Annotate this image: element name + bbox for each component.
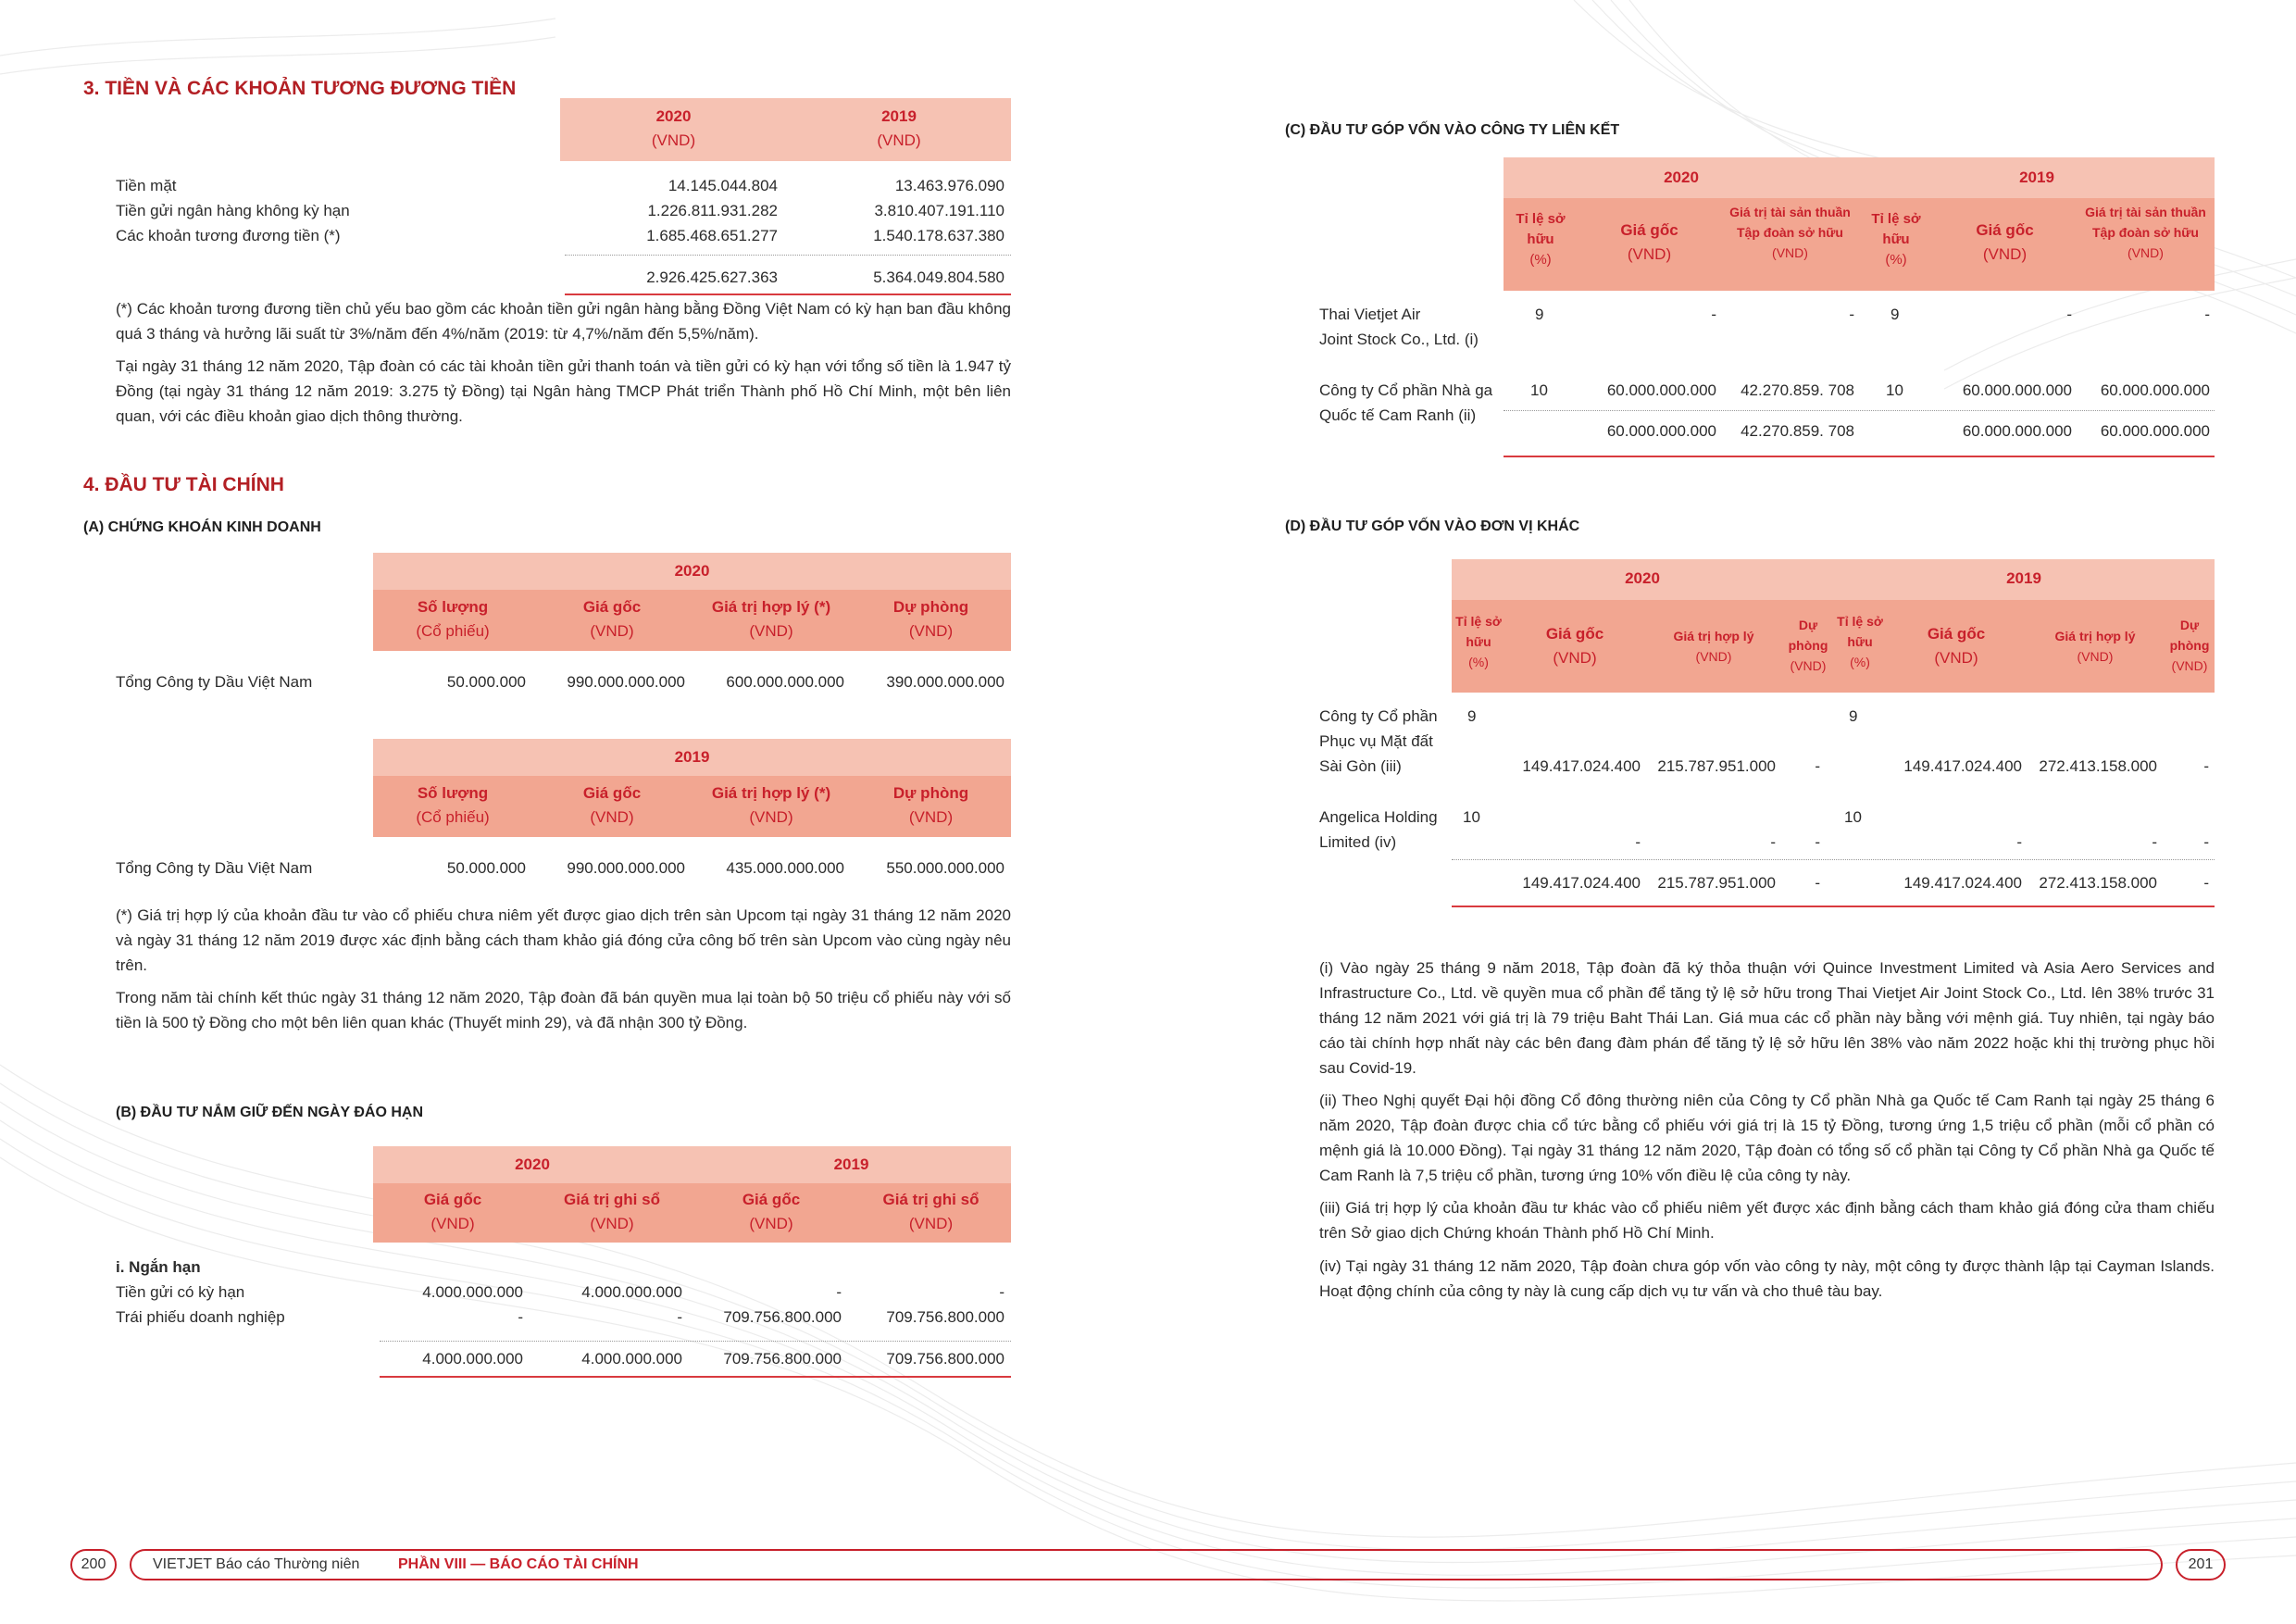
section-4a-title: (A) CHỨNG KHOÁN KINH DOANH <box>83 519 321 535</box>
s3-col-2019 <box>787 105 1011 153</box>
c-value: 60.000.000.000 <box>1606 381 1716 399</box>
c-value: - <box>2066 306 2072 323</box>
d-row-label: Công ty Cổ phần <box>1319 707 1438 725</box>
a2019-value: 50.000.000 <box>446 859 526 877</box>
s3-total-2020: 2.926.425.627.363 <box>646 269 778 286</box>
col-title: Số lượng <box>417 784 489 802</box>
col-unit: (VND) <box>430 1215 475 1232</box>
b-col-book-2019 <box>851 1188 1011 1236</box>
d-total-separator <box>1452 859 2215 860</box>
a2020-col-fair-value <box>692 595 851 643</box>
col-title: Giá gốc <box>582 598 642 616</box>
d-value: 10 <box>1463 808 1480 826</box>
b-total: 4.000.000.000 <box>581 1350 682 1368</box>
d-value: 9 <box>1467 707 1477 725</box>
b-value: - <box>677 1308 682 1326</box>
d-total: - <box>1815 874 1820 892</box>
col-title: Dự phòng <box>892 784 969 802</box>
b-year-2019: 2019 <box>833 1156 869 1173</box>
b-total-rule <box>380 1376 1011 1378</box>
a2019-year: 2019 <box>674 748 710 766</box>
b-total-separator <box>380 1341 1011 1342</box>
d-row-label: Sài Gòn (iii) <box>1319 757 1402 775</box>
col-title: Tỉ lệ sở hữu <box>1871 211 1921 247</box>
d-year-2019: 2019 <box>2006 569 2041 587</box>
col-title: Giá trị hợp lý <box>2054 629 2136 643</box>
col-unit: (%) <box>1468 655 1489 669</box>
col-unit: (VND) <box>2077 649 2114 664</box>
col-title: Giá gốc <box>1976 221 2034 239</box>
col-title: Dự phòng <box>1788 618 1828 653</box>
d-value: - <box>1815 757 1820 775</box>
b-col-cost-2020 <box>373 1188 532 1236</box>
footer-brand: VIETJET Báo cáo Thường niên <box>153 1556 360 1572</box>
d-col-pct-2020 <box>1452 611 1505 672</box>
a2019-col-quantity <box>373 781 532 830</box>
section-4b-title: (B) ĐẦU TƯ NẮM GIỮ ĐẾN NGÀY ĐÁO HẠN <box>116 1105 424 1120</box>
col-title: Giá gốc <box>742 1191 801 1208</box>
d-col-fair-2020 <box>1644 626 1783 667</box>
c-value: - <box>1849 306 1854 323</box>
b-col-book-2020 <box>532 1188 692 1236</box>
note-ii: (ii) Theo Nghị quyết Đại hội đồng Cổ đông thường niên của Công ty Cổ phần Nhà ga Quốc tế Cam Ranh tại ngày 25 tháng 6 năm 2020, Tập đoàn được chia cổ tức bằng cổ phiếu với giá trị là 15 tỷ Đồng, tương ứng 1,5 triệu cổ phần (mỗi cổ phần có mệnh giá là 10.000 Đồng). Tại ngày 31 tháng 12 năm 2020, Tập đoàn có tổng số cổ phần tại Công ty Cổ phần Nhà ga Quốc tế Cam Ranh là 7,5 triệu cổ phần, tương ứng 10% vốn điều lệ của công ty này. <box>1319 1092 2215 1184</box>
col-unit: (VND) <box>908 1215 954 1232</box>
col-unit: (%) <box>1850 655 1870 669</box>
d-row-label: Angelica Holding <box>1319 808 1438 826</box>
col-title: Giá trị tài sản thuần Tập đoàn sở hữu <box>2085 205 2206 240</box>
b-value: 4.000.000.000 <box>581 1283 682 1301</box>
c-col-nav-2020 <box>1721 202 1859 263</box>
a2020-col-cost <box>532 595 692 643</box>
d-value: - <box>2203 757 2209 775</box>
c-total-separator <box>1504 410 2215 411</box>
a2019-value: 550.000.000.000 <box>886 859 1004 877</box>
note-iv: (iv) Tại ngày 31 tháng 12 năm 2020, Tập đoàn chưa góp vốn vào công ty này, một công ty được thành lập tại Cayman Islands. Hoạt động chính của công ty này là cung cấp dịch vụ tư vấn và cho thuê tàu bay. <box>1319 1257 2215 1300</box>
d-total: 272.413.158.000 <box>2039 874 2157 892</box>
s3-col-2019-unit: (VND) <box>877 131 921 149</box>
s3-total-rule <box>565 294 1011 295</box>
c-total-rule <box>1504 456 2215 457</box>
b-total: 4.000.000.000 <box>422 1350 523 1368</box>
col-unit: (VND) <box>1790 658 1827 673</box>
s3-row-label: Tiền mặt <box>116 177 177 194</box>
col-title: Giá gốc <box>1927 625 1986 643</box>
d-total: 149.417.024.400 <box>1903 874 2022 892</box>
footer-section: PHẦN VIII — BÁO CÁO TÀI CHÍNH <box>398 1556 639 1572</box>
c-value: 9 <box>1535 306 1544 323</box>
d-value: - <box>2203 833 2209 851</box>
c-col-pct-2020 <box>1504 209 1578 270</box>
d-col-cost-2020 <box>1505 622 1644 670</box>
a2020-col-quantity <box>373 595 532 643</box>
s3-col-2020-year: 2020 <box>655 107 692 125</box>
col-title: Giá gốc <box>582 784 642 802</box>
c-row-label: Thai Vietjet Air <box>1319 306 1421 323</box>
s3-row-value: 1.226.811.931.282 <box>647 202 778 219</box>
col-unit: (VND) <box>1772 245 1808 260</box>
c-value: 10 <box>1886 381 1903 399</box>
s3-row-value: 14.145.044.804 <box>668 177 778 194</box>
b-value: 709.756.800.000 <box>723 1308 842 1326</box>
c-value: - <box>1711 306 1716 323</box>
s3-col-2019-year: 2019 <box>881 107 917 125</box>
s3-row-label: Tiền gửi ngân hàng không kỳ hạn <box>116 202 350 219</box>
s3-note-2: Tại ngày 31 tháng 12 năm 2020, Tập đoàn có các tài khoản tiền gửi thanh toán và tiền gửi có kỳ hạn với tổng số tiền là 1.947 tỷ Đồng (tại ngày 31 tháng 12 năm 2019: 3.275 tỷ Đồng) tại Ngân hàng TMCP Phát triển Thành phố Hồ Chí Minh, một bên liên quan, với các điều khoản giao dịch thông thường. <box>116 357 1011 425</box>
col-unit: (%) <box>1529 252 1552 268</box>
c-total: 60.000.000.000 <box>1962 422 2072 440</box>
c-col-cost-2020 <box>1578 219 1721 267</box>
page-number-left: 200 <box>81 1556 106 1572</box>
c-value: 10 <box>1530 381 1548 399</box>
col-title: Giá trị ghi sổ <box>564 1191 660 1208</box>
col-title: Giá gốc <box>1545 625 1604 643</box>
col-unit: (VND) <box>1627 245 1672 263</box>
col-unit: (VND) <box>749 622 793 640</box>
b-value: 4.000.000.000 <box>422 1283 523 1301</box>
col-unit: (Cổ phiếu) <box>416 808 490 826</box>
d-col-fair-2019 <box>2026 626 2165 667</box>
a2020-year: 2020 <box>674 562 710 580</box>
col-title: Giá trị hợp lý <box>1673 629 1754 643</box>
d-value: 149.417.024.400 <box>1522 757 1641 775</box>
s3-total-separator <box>565 255 1011 256</box>
d-col-cost-2019 <box>1887 622 2026 670</box>
a2020-row-label: Tổng Công ty Dầu Việt Nam <box>116 673 313 691</box>
d-total: 149.417.024.400 <box>1522 874 1641 892</box>
a2020-value: 50.000.000 <box>446 673 526 691</box>
a2019-col-fair-value <box>692 781 851 830</box>
c-total: 60.000.000.000 <box>1606 422 1716 440</box>
b-row-label: Trái phiếu doanh nghiệp <box>116 1308 285 1326</box>
col-unit: (VND) <box>590 622 634 640</box>
d-col-prov-2019 <box>2165 615 2215 676</box>
a2019-col-provision <box>851 781 1011 830</box>
c-row-label: Công ty Cổ phần Nhà ga <box>1319 381 1493 399</box>
a2019-col-cost <box>532 781 692 830</box>
c-value: 60.000.000.000 <box>1962 381 2072 399</box>
right-page <box>1148 0 2296 1624</box>
d-total-rule <box>1452 906 2215 907</box>
s3-col-2020 <box>560 105 787 153</box>
c-year-2019: 2019 <box>2019 169 2054 186</box>
d-value: 9 <box>1849 707 1858 725</box>
s3-col-2020-unit: (VND) <box>651 131 696 149</box>
a2019-row-label: Tổng Công ty Dầu Việt Nam <box>116 859 313 877</box>
col-title: Giá trị tài sản thuần Tập đoàn sở hữu <box>1729 205 1851 240</box>
col-unit: (VND) <box>2171 658 2208 673</box>
b-value: - <box>518 1308 523 1326</box>
col-title: Dự phòng <box>2169 618 2210 653</box>
col-unit: (%) <box>1885 252 1907 268</box>
col-title: Giá trị hợp lý (*) <box>711 598 831 616</box>
d-value: 272.413.158.000 <box>2039 757 2157 775</box>
d-value: 215.787.951.000 <box>1657 757 1776 775</box>
section-3-title: 3. TIỀN VÀ CÁC KHOẢN TƯƠNG ĐƯƠNG TIỀN <box>83 78 517 99</box>
b-value: - <box>999 1283 1004 1301</box>
s4a-note-2: Trong năm tài chính kết thúc ngày 31 tháng 12 năm 2020, Tập đoàn đã bán quyền mua lại toàn bộ 50 triệu cổ phiếu này với số tiền là 500 tỷ Đồng cho một bên liên quan khác (Thuyết minh 29), và đã nhận 300 tỷ Đồng. <box>116 989 1011 1031</box>
d-value: 10 <box>1844 808 1862 826</box>
b-total: 709.756.800.000 <box>723 1350 842 1368</box>
s3-total-2019: 5.364.049.804.580 <box>873 269 1004 286</box>
c-row-label: Joint Stock Co., Ltd. (i) <box>1319 331 1479 348</box>
a2019-value: 990.000.000.000 <box>567 859 685 877</box>
b-total: 709.756.800.000 <box>886 1350 1004 1368</box>
section-4-title: 4. ĐẦU TƯ TÀI CHÍNH <box>83 474 284 495</box>
col-title: Tỉ lệ sở hữu <box>1455 614 1502 649</box>
a2019-value: 435.000.000.000 <box>726 859 844 877</box>
c-value: 9 <box>1890 306 1900 323</box>
section-d-title: (D) ĐẦU TƯ GÓP VỐN VÀO ĐƠN VỊ KHÁC <box>1285 518 1580 534</box>
col-title: Giá gốc <box>1620 221 1678 239</box>
s3-row-value: 13.463.976.090 <box>894 177 1004 194</box>
col-title: Dự phòng <box>892 598 969 616</box>
d-value: 149.417.024.400 <box>1903 757 2022 775</box>
d-row-label: Phục vụ Mặt đất <box>1319 732 1433 750</box>
c-total: 42.270.859. 708 <box>1741 422 1854 440</box>
note-iii: (iii) Giá trị hợp lý của khoản đầu tư khác vào cổ phiếu niêm yết được xác định bằng cách tham khảo giá đóng cửa tham chiếu trên Sở giao dịch Chứng khoán Thành phố Hồ Chí Minh. <box>1319 1199 2215 1242</box>
d-value: - <box>1770 833 1776 851</box>
col-unit: (VND) <box>749 808 793 826</box>
c-row-label: Quốc tế Cam Ranh (ii) <box>1319 406 1477 424</box>
col-unit: (VND) <box>908 808 954 826</box>
c-year-2020: 2020 <box>1664 169 1699 186</box>
s3-note-1: (*) Các khoản tương đương tiền chủ yếu bao gồm các khoản tiền gửi ngân hàng bằng Đồng Việt Nam có kỳ hạn ban đầu không quá 3 tháng và hưởng lãi suất từ 3%/năm đến 4%/năm (2019: từ 4,7%/năm đến 5,5%/năm). <box>116 300 1011 343</box>
s3-row-value: 3.810.407.191.110 <box>874 202 1004 219</box>
d-total: 215.787.951.000 <box>1657 874 1776 892</box>
col-title: Tỉ lệ sở hữu <box>1837 614 1883 649</box>
a2020-col-provision <box>851 595 1011 643</box>
col-unit: (VND) <box>590 1215 634 1232</box>
s3-row-value: 1.685.468.651.277 <box>646 227 778 244</box>
col-unit: (VND) <box>1553 649 1597 667</box>
d-year-2020: 2020 <box>1625 569 1660 587</box>
note-i: (i) Vào ngày 25 tháng 9 năm 2018, Tập đoàn đã ký thỏa thuận với Quince Investment Limited và Asia Aero Services and Infrastructure Co., Ltd. về quyền mua cổ phần để tăng tỷ lệ sở hữu trong Thai Vietjet Air Joint Stock Co., Ltd. lên 38% trước 31 tháng 12 năm 2021 với giá trị là 79 triệu Baht Thái Lan. Giá mua các cổ phần này bằng với mệnh giá. Tuy nhiên, tại ngày báo cáo tài chính hợp nhất này các bên đang đàm phán để tăng tỷ lệ sở hữu lên 38% vào năm 2022 hoặc khi thị trường phục hồi sau Covid-19. <box>1319 959 2215 1077</box>
d-row-label: Limited (iv) <box>1319 833 1397 851</box>
col-title: Giá gốc <box>423 1191 482 1208</box>
s3-row-value: 1.540.178.637.380 <box>873 227 1004 244</box>
col-title: Giá trị ghi sổ <box>882 1191 980 1208</box>
col-unit: (VND) <box>2128 245 2164 260</box>
b-col-cost-2019 <box>692 1188 851 1236</box>
b-row-label: Tiền gửi có kỳ hạn <box>116 1283 245 1301</box>
section-c-title: (C) ĐẦU TƯ GÓP VỐN VÀO CÔNG TY LIÊN KẾT <box>1285 122 1620 138</box>
d-col-prov-2020 <box>1783 615 1833 676</box>
col-unit: (VND) <box>1934 649 1978 667</box>
c-value: 42.270.859. 708 <box>1741 381 1854 399</box>
c-col-cost-2019 <box>1933 219 2077 267</box>
col-unit: (VND) <box>908 622 954 640</box>
b-group-label: i. Ngắn hạn <box>116 1258 201 1276</box>
d-value: - <box>2152 833 2157 851</box>
c-value: - <box>2204 306 2210 323</box>
a2020-value: 990.000.000.000 <box>567 673 685 691</box>
a2020-value: 390.000.000.000 <box>886 673 1004 691</box>
col-title: Giá trị hợp lý (*) <box>711 784 831 802</box>
col-unit: (VND) <box>590 808 634 826</box>
d-value: - <box>1815 833 1820 851</box>
col-unit: (Cổ phiếu) <box>416 622 490 640</box>
col-title: Số lượng <box>417 598 489 616</box>
c-value: 60.000.000.000 <box>2100 381 2210 399</box>
page-number-right: 201 <box>2188 1556 2214 1572</box>
s4a-note-1: (*) Giá trị hợp lý của khoản đầu tư vào cổ phiếu chưa niêm yết được giao dịch trên sàn Upcom tại ngày 31 tháng 12 năm 2020 và ngày 31 tháng 12 năm 2019 được xác định bằng cách tham khảo giá đóng cửa công bố trên sàn Upcom vào cùng ngày nêu trên. <box>116 906 1011 974</box>
b-value: 709.756.800.000 <box>886 1308 1004 1326</box>
d-col-pct-2019 <box>1833 611 1887 672</box>
col-title: Tỉ lệ sở hữu <box>1516 211 1566 247</box>
d-value: - <box>1635 833 1641 851</box>
d-value: - <box>2016 833 2022 851</box>
col-unit: (VND) <box>1695 649 1732 664</box>
c-col-nav-2019 <box>2077 202 2215 263</box>
c-total: 60.000.000.000 <box>2100 422 2210 440</box>
c-col-pct-2019 <box>1859 209 1933 270</box>
col-unit: (VND) <box>749 1215 793 1232</box>
a2020-value: 600.000.000.000 <box>726 673 844 691</box>
d-total: - <box>2203 874 2209 892</box>
b-value: - <box>836 1283 842 1301</box>
b-year-2020: 2020 <box>515 1156 550 1173</box>
s3-row-label: Các khoản tương đương tiền (*) <box>116 227 341 244</box>
col-unit: (VND) <box>1982 245 2028 263</box>
